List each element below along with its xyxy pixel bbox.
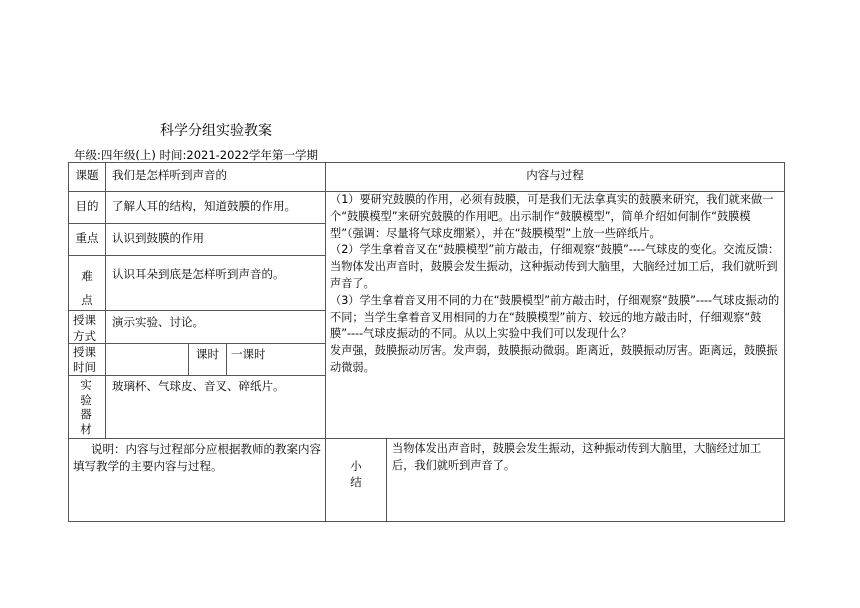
- content-paragraph-4: 发声强，鼓膜振动厉害。发声弱，鼓膜振动微弱。距离近，鼓膜振动厉害。距离远，鼓膜振动微弱。: [330, 344, 778, 374]
- summary-label-top: 小: [350, 459, 362, 473]
- topic-label: 课题: [75, 168, 99, 182]
- method-value: 演示实验、讨论。: [112, 315, 204, 329]
- difficulty-label-top: 难: [81, 269, 93, 283]
- table-row-line-6: [68, 375, 326, 376]
- table-divider-time-b: [226, 343, 227, 375]
- method-label: 授课方式: [73, 313, 96, 343]
- content-paragraph-2: （2）学生拿着音叉在“鼓膜模型”前方敲击，仔细观察“鼓膜”----气球皮的变化。交流反馈：当物体发出声音时，鼓膜会发生振动，这种振动传到大脑里，大脑经过加工后，我们就听到声音了。: [330, 243, 780, 290]
- table-border-left: [68, 162, 69, 522]
- summary-value: 当物体发出声音时，鼓膜会发生振动，这种振动传到大脑里，大脑经过加工后，我们就听到声音了。: [392, 442, 762, 472]
- table-row-line-5: [68, 343, 326, 344]
- content-paragraph-3: （3）学生拿着音叉用不同的力在“鼓膜模型”前方敲击时，仔细观察“鼓膜”----气球皮振动的不同；当学生拿着音叉用相同的力在“鼓膜模型”前方、较远的地方敲击时，仔细观察“鼓膜”----气球皮振动的不同。从以上实验中我们可以发现什么？: [330, 293, 780, 341]
- materials-label: 实验器材: [80, 378, 92, 436]
- content-process-text: [330, 192, 781, 377]
- materials-value: 玻璃杯、气球皮、音叉、碎纸片。: [112, 379, 285, 393]
- table-border-top: [68, 162, 785, 163]
- note-text: 说明：内容与过程部分应根据教师的教案内容填写教学的主要内容与过程。: [73, 442, 321, 473]
- table-divider-labels: [105, 162, 106, 438]
- difficulty-label-bottom: 点: [81, 293, 93, 307]
- period-value: 一课时: [231, 347, 266, 361]
- table-border-right: [784, 162, 785, 522]
- table-row-line-4: [68, 310, 326, 311]
- content-header: 内容与过程: [526, 168, 584, 182]
- content-paragraph-1: （1）要研究鼓膜的作用，必须有鼓膜，可是我们无法拿真实的鼓膜来研究，我们就来做一个“鼓膜模型”来研究鼓膜的作用吧。出示制作“鼓膜模型”，简单介绍如何制作“鼓膜模型”（强调：尽量将气球皮绷紧），并在“鼓膜模型”上放一些碎纸片。: [330, 193, 774, 240]
- document-title: 科学分组实验教案: [160, 123, 272, 139]
- goal-label: 目的: [75, 199, 99, 213]
- time-label: 授课时间: [73, 345, 96, 374]
- summary-label-bottom: 结: [350, 475, 362, 489]
- goal-value: 了解人耳的结构，知道鼓膜的作用。: [112, 199, 296, 213]
- key-point-label: 重点: [75, 231, 99, 245]
- grade-and-term: 年级:四年级(上) 时间:2021-2022学年第一学期: [74, 148, 319, 162]
- topic-value: 我们是怎样听到声音的: [112, 168, 227, 182]
- table-row-line-2: [68, 223, 326, 224]
- period-label: 课时: [196, 347, 219, 361]
- table-row-line-3: [68, 255, 326, 256]
- table-border-bottom: [68, 521, 785, 522]
- table-row-line-7: [68, 438, 785, 439]
- table-divider-summary: [386, 438, 387, 522]
- key-point-value: 认识到鼓膜的作用: [112, 231, 204, 245]
- difficulty-value: 认识耳朵到底是怎样听到声音的。: [112, 267, 285, 281]
